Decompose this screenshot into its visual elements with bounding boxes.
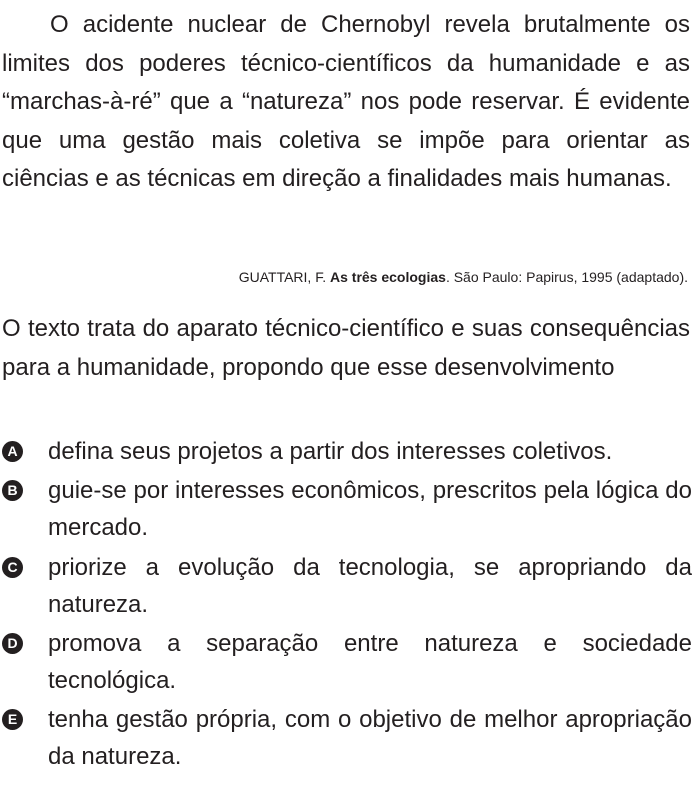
citation [239, 268, 688, 286]
citation-author: GUATTARI, F. [238, 269, 327, 285]
option-b-text: guie-se por interesses econômicos, prescritos pela lógica do mercado. [48, 477, 692, 542]
option-e[interactable] [0, 701, 692, 775]
option-c-text: priorize a evolução da tecnologia, se apropriando da natureza. [48, 553, 692, 618]
citation-publication: . São Paulo: Papirus, 1995 (adaptado). [445, 269, 688, 285]
option-a-letter-badge: A [2, 441, 23, 462]
citation-title: As três ecologias [330, 269, 446, 285]
answer-options [0, 433, 692, 777]
option-b-letter-badge: B [2, 480, 23, 501]
option-c[interactable] [0, 549, 692, 623]
option-a[interactable] [0, 433, 692, 470]
source-passage: O acidente nuclear de Chernobyl revela brutalmente os limites dos poderes técnico-científicos da humanidade e as “marchas-à-ré” que a “natureza” nos pode reservar. É evidente que uma gestão mais coletiva se impõe para orientar as ciências e as técnicas em direção a finalidades mais humanas. [2, 11, 690, 193]
option-d[interactable] [0, 625, 692, 699]
question-stem: O texto trata do aparato técnico-científico e suas consequências para a humanidade, propondo que esse desenvolvimento [2, 315, 690, 381]
option-b[interactable] [0, 472, 692, 546]
option-a-text: defina seus projetos a partir dos interesses coletivos. [48, 438, 613, 465]
option-e-text: tenha gestão própria, com o objetivo de melhor apropriação da natureza. [48, 706, 692, 771]
option-d-letter-badge: D [2, 633, 23, 654]
option-d-text: promova a separação entre natureza e sociedade tecnológica. [48, 629, 692, 694]
option-e-letter-badge: E [2, 709, 23, 730]
option-c-letter-badge: C [2, 557, 23, 578]
